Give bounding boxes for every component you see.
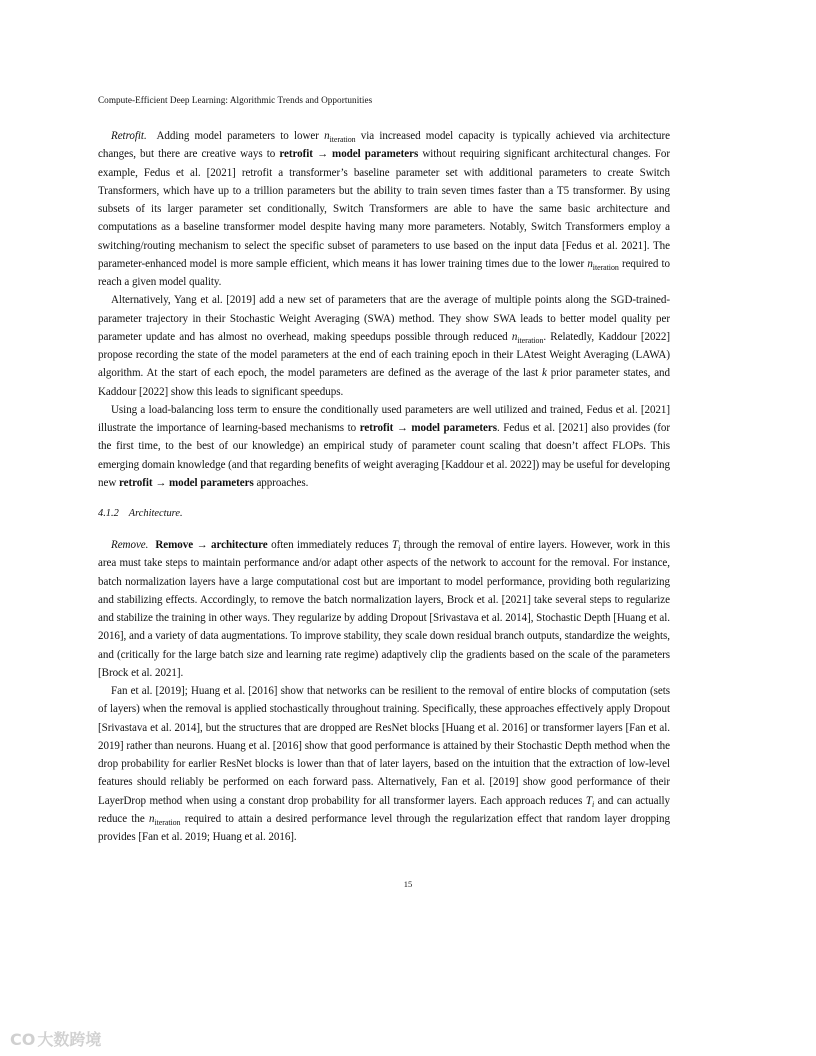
paragraph-retrofit: Retrofit. Adding model parameters to lower $n_{iteration}$ via increased model capacity is typically achieved via architecture changes, but there are creative ways to retrofit → model parameters without requiring significant architectural changes. For example, Fedus et al. [2021] retrofit a transformer’s baseline parameter set with additional parameters to create Switch Transformers, which have up to a trillion parameters but the ability to train seven times faster than a T5 transformer. By using subsets of its larger parameter set conditionally, Switch Transformers are able to have the same basic architecture and computations as a baseline transformer model despite having many more parameters. Notably, Switch Transformers employ a switching/routing mechanism to select the specific subset of parameters to use based on the input data [Fedus et al. 2021]. The parameter-enhanced model is more sample efficient, which means it has lower training times due to the lower $n_{iteration}$ required to reach a given model quality. bbox=[98, 130, 671, 288]
body-text bbox=[98, 127, 670, 846]
watermark bbox=[8, 1027, 101, 1050]
watermark-text: 大数跨境 bbox=[37, 1030, 102, 1049]
paragraph-load-balancing: Using a load-balancing loss term to ensure the conditionally used parameters are well utilized and trained, Fedus et al. [2021] illustrate the importance of learning-based mechanisms to retrofit → model parameters. Fedus et al. [2021] also provides (for the first time, to the best of our knowledge) an empirical study of parameter count scaling that doesn’t affect FLOPs. This emerging domain knowledge (and that regarding benefits of weight averaging [Kaddour et al. 2022]) may be useful for developing new retrofit → model parameters approaches. bbox=[98, 403, 671, 489]
paragraph-lead: Retrofit. bbox=[111, 130, 147, 142]
bold-term: retrofit → model parameters bbox=[359, 422, 497, 434]
watermark-logo: CO bbox=[10, 1030, 36, 1049]
paragraph-lead: Remove. bbox=[111, 539, 149, 551]
bold-term: retrofit → model parameters bbox=[279, 148, 419, 161]
section-heading bbox=[98, 505, 670, 523]
bold-term: Remove → architecture bbox=[155, 539, 268, 551]
section-number: 4.1.2 bbox=[98, 508, 119, 519]
running-header: Compute-Efficient Deep Learning: Algorithmic Trends and Opportunities bbox=[98, 95, 373, 105]
bold-term: retrofit → model parameters bbox=[118, 476, 254, 489]
section-title: Architecture. bbox=[128, 508, 183, 519]
paragraph-stochastic-depth: Fan et al. [2019]; Huang et al. [2016] show that networks can be resilient to the removal of entire blocks of computation (sets of layers) when the removal is applied stochastically throughout training. Specifically, these approaches effectively apply Dropout [Srivastava et al. 2014], but the structures that are dropped are ResNet blocks [Huang et al. 2016] or transformer layers [Fan et al. 2019] rather than neurons. Huang et al. [2016] show that good performance is attained by their Stochastic Depth method when the drop probability for earlier ResNet blocks is lower than that of later layers, based on the intuition that the extraction of low-level features should reliably be performed on each forward pass. Alternatively, Fan et al. [2019] show good performance of their LayerDrop method when using a constant drop probability for all transformer layers. Each approach reduces $T_i$ and can actually reduce the $n_{iteration}$ required to attain a desired performance level through the regularization effect that random layer dropping provides [Fan et al. 2019; Huang et al. 2016]. bbox=[98, 685, 671, 843]
page-number: 15 bbox=[403, 879, 413, 889]
paragraph-swa: Alternatively, Yang et al. [2019] add a new set of parameters that are the average of multiple points along the SGD-trained-parameter trajectory in their Stochastic Weight Averaging (SWA) method. They show SWA leads to better model quality per parameter update and has almost no overhead, making speedups possible through reduced $n_{iteration}$. Relatedly, Kaddour [2022] propose recording the state of the model parameters at the end of each training epoch in their LAtest Weight Averaging (LAWA) algorithm. At the start of each epoch, the model parameters are defined as the average of the last k prior parameter states, and Kaddour [2022] show this leads to significant speedups. bbox=[98, 294, 670, 398]
paragraph-remove: Remove. Remove → architecture often immediately reduces $T_i$ through the removal of entire layers. However, work in this area must take steps to maintain performance and/or adapt other aspects of the network to account for the removal. For instance, batch normalization layers have a large computational cost but are important to model performance, providing both regularizing and stabilizing effects. Accordingly, to remove the batch normalization layers, Brock et al. [2021] take several steps to regularize and stabilize the training in other ways. They regularize by adding Dropout [Srivastava et al. 2014], Stochastic Depth [Huang et al. 2016], and a variety of data augmentations. To improve stability, they scale down residual branch outputs, standardize the weights, and (critically for the large batch size and learning rate regime) adaptively clip the gradients based on the scale of the parameters [Brock et al. 2021]. bbox=[98, 539, 670, 679]
